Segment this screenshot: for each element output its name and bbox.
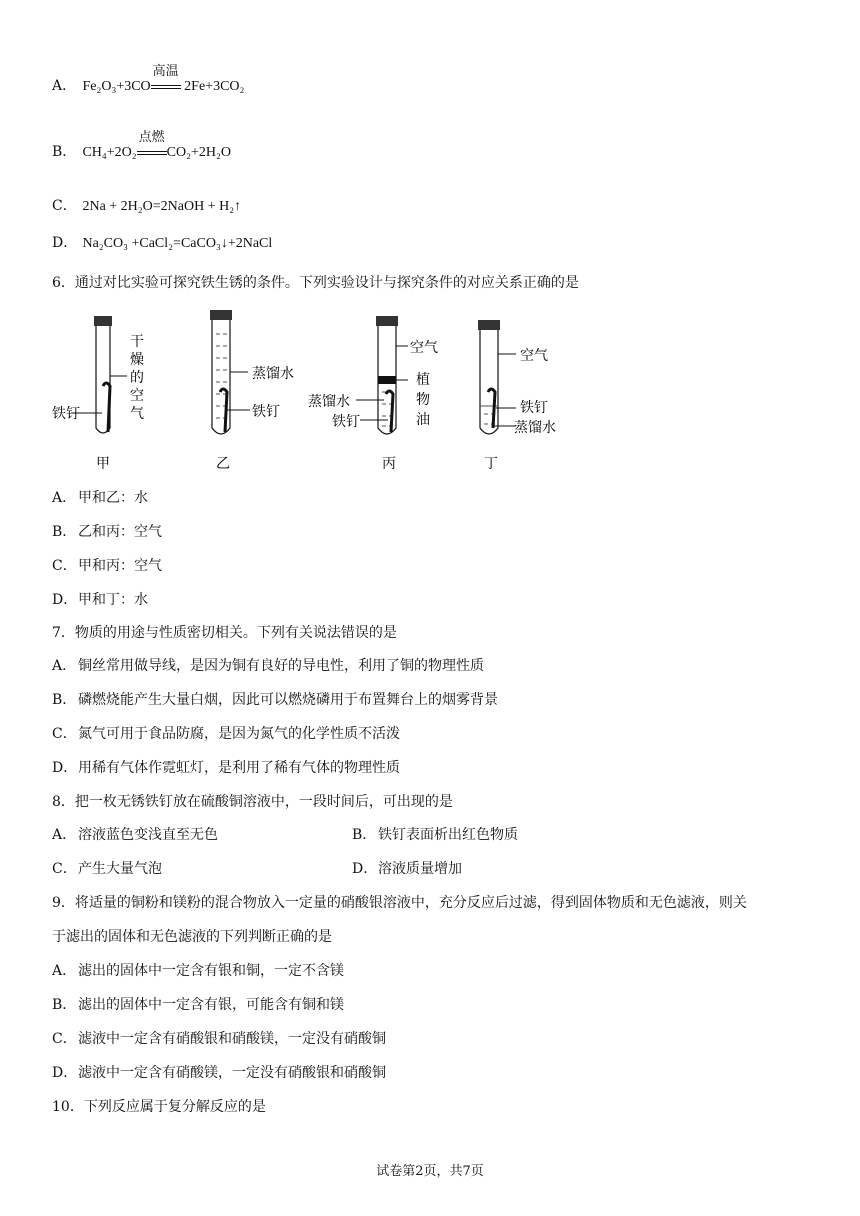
tube-bing: [308, 316, 438, 472]
q6-option-d: D．甲和丁：水: [52, 592, 148, 608]
q9-option-c: C．滤液中一定含有硝酸银和硝酸镁，一定没有硝酸铜: [52, 1031, 386, 1047]
q6-stem: 6．通过对比实验可探究铁生锈的条件。下列实验设计与探究条件的对应关系正确的是: [52, 275, 579, 291]
tube-jia: [52, 316, 144, 472]
svg-text:蒸馏水: 蒸馏水: [308, 394, 350, 410]
q7-stem: 7．物质的用途与性质密切相关。下列有关说法错误的是: [52, 625, 397, 641]
q5-option-c: C． 2Na + 2H₂O=2NaOH + H₂↑: [52, 198, 242, 214]
q10-stem: 10．下列反应属于复分解反应的是: [52, 1099, 266, 1115]
svg-text:空: 空: [130, 388, 144, 404]
svg-text:空气: 空气: [520, 348, 548, 364]
q8-option-c: C．产生大量气泡: [52, 861, 162, 877]
svg-text:的: 的: [130, 370, 144, 386]
svg-text:物: 物: [416, 392, 430, 408]
tube-yi: [210, 310, 294, 472]
svg-text:空气: 空气: [410, 340, 438, 356]
svg-text:蒸馏水: 蒸馏水: [514, 420, 556, 436]
q8-option-b: B． 铁钉表面析出红色物质: [352, 827, 518, 843]
q8-options-row-2: [52, 859, 462, 879]
q6-option-b: B． 乙和丙：空气: [52, 524, 162, 540]
iron-rust-experiment-figure: [52, 308, 612, 478]
q9-option-b: B． 滤出的固体中一定含有银，可能含有铜和镁: [52, 997, 344, 1013]
svg-text:铁钉: 铁钉: [52, 406, 80, 422]
q8-stem: 8．把一枚无锈铁钉放在硫酸铜溶液中，一段时间后，可出现的是: [52, 794, 453, 810]
q9-option-d: D．滤液中一定含有硝酸镁，一定没有硝酸银和硝酸铜: [52, 1065, 386, 1081]
q5-option-d: D． Na₂CO₃ +CaCl₂=CaCO₃↓+2NaCl: [52, 235, 273, 251]
svg-text:燥: 燥: [130, 352, 144, 368]
svg-text:气: 气: [130, 406, 144, 422]
q7-option-c: C．氮气可用于食品防腐，是因为氮气的化学性质不活泼: [52, 726, 400, 742]
svg-text:油: 油: [416, 412, 430, 428]
q8-options-row-1: [52, 825, 518, 845]
q7-option-b: B． 磷燃烧能产生大量白烟，因此可以燃烧磷用于布置舞台上的烟雾背景: [52, 692, 498, 708]
q9-stem-line-2: 于滤出的固体和无色滤液的下列判断正确的是: [52, 929, 332, 945]
svg-text:蒸馏水: 蒸馏水: [252, 366, 294, 382]
q5-option-b: B． CH₄+2O₂ 点燃 CO₂+2H₂O: [52, 129, 231, 160]
q9-option-a: A． 滤出的固体中一定含有银和铜，一定不含镁: [52, 963, 344, 979]
svg-text:铁钉: 铁钉: [520, 400, 548, 416]
svg-text:铁钉: 铁钉: [252, 404, 280, 420]
svg-text:铁钉: 铁钉: [332, 414, 360, 430]
svg-text:植: 植: [416, 372, 430, 388]
q6-option-c: C．甲和丙：空气: [52, 558, 162, 574]
q5-option-a: A． Fe₂O₃+3CO 高温 2Fe+3CO₂: [52, 63, 245, 94]
q8-option-a: A． 溶液蓝色变浅直至无色: [52, 827, 218, 843]
svg-text:甲: 甲: [96, 456, 110, 472]
q7-option-a: A． 铜丝常用做导线，是因为铜有良好的导电性，利用了铜的物理性质: [52, 658, 484, 674]
equation: Fe₂O₃+3CO 高温 2Fe+3CO₂: [82, 63, 245, 94]
q7-option-d: D．用稀有气体作霓虹灯，是利用了稀有气体的物理性质: [52, 760, 400, 776]
tube-ding: [478, 320, 556, 472]
q9-stem-line-1: 9．将适量的铜粉和镁粉的混合物放入一定量的硝酸银溶液中，充分反应后过滤，得到固体物质和无色滤液，则关: [52, 895, 747, 911]
svg-text:乙: 乙: [216, 456, 230, 472]
page-footer: 试卷第2页，共7页: [376, 1164, 484, 1179]
svg-text:丙: 丙: [382, 456, 396, 472]
q6-option-a: A． 甲和乙：水: [52, 490, 148, 506]
svg-text:丁: 丁: [484, 456, 498, 472]
equation: CH₄+2O₂ 点燃 CO₂+2H₂O: [82, 129, 231, 160]
q8-option-d: D．溶液质量增加: [352, 861, 462, 877]
svg-text:干: 干: [130, 334, 144, 350]
